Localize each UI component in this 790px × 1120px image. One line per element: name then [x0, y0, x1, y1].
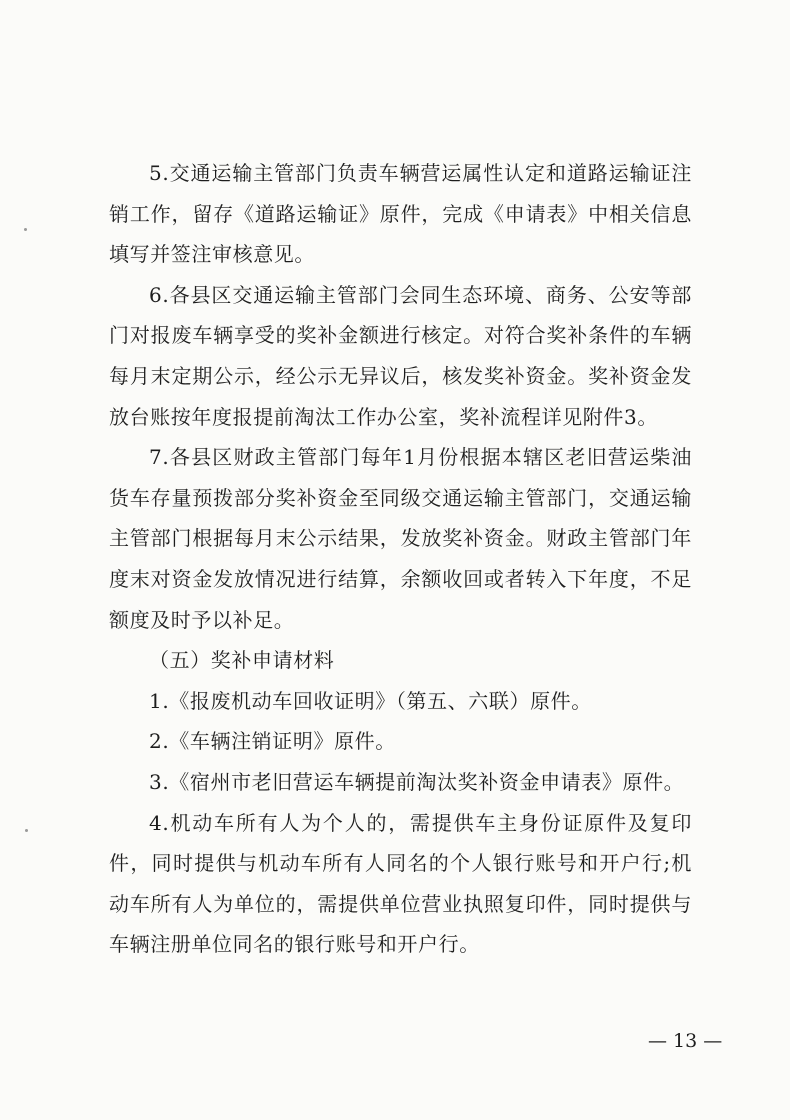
document-body [109, 153, 692, 965]
page-number: — 13 — [648, 1030, 723, 1052]
section-heading-application-materials: （五）奖补申请材料 [149, 648, 335, 673]
paragraph-7: 7.各县区财政主管部门每年1月份根据本辖区老旧营运柴油货车存量预拨部分奖补资金至同级交通运输主管部门，交通运输主管部门根据每月末公示结果，发放奖补资金。财政主管部门年度末对资金发放情况进行结算，余额收回或者转入下年度，不足额度及时予以补足。 [109, 445, 692, 632]
scan-speck [25, 829, 28, 832]
material-item-4: 4.机动车所有人为个人的，需提供车主身份证原件及复印件，同时提供与机动车所有人同名的个人银行账号和开户行;机动车所有人为单位的，需提供单位营业执照复印件，同时提供与车辆注册单位同名的银行账号和开户行。 [109, 810, 692, 957]
paragraph-6: 6.各县区交通运输主管部门会同生态环境、商务、公安等部门对报废车辆享受的奖补金额进行核定。对符合奖补条件的车辆每月末定期公示，经公示无异议后，核发奖补资金。奖补资金发放台账按年度报提前淘汰工作办公室，奖补流程详见附件3。 [109, 282, 692, 429]
scan-speck [24, 228, 27, 231]
material-item-2: 2.《车辆注销证明》原件。 [149, 729, 396, 754]
material-item-3: 3.《宿州市老旧营运车辆提前淘汰奖补资金申请表》原件。 [149, 769, 685, 794]
material-item-1: 1.《报废机动车回收证明》（第五、六联）原件。 [149, 688, 592, 713]
paragraph-5: 5.交通运输主管部门负责车辆营运属性认定和道路运输证注销工作，留存《道路运输证》原件，完成《申请表》中相关信息填写并签注审核意见。 [109, 161, 692, 267]
